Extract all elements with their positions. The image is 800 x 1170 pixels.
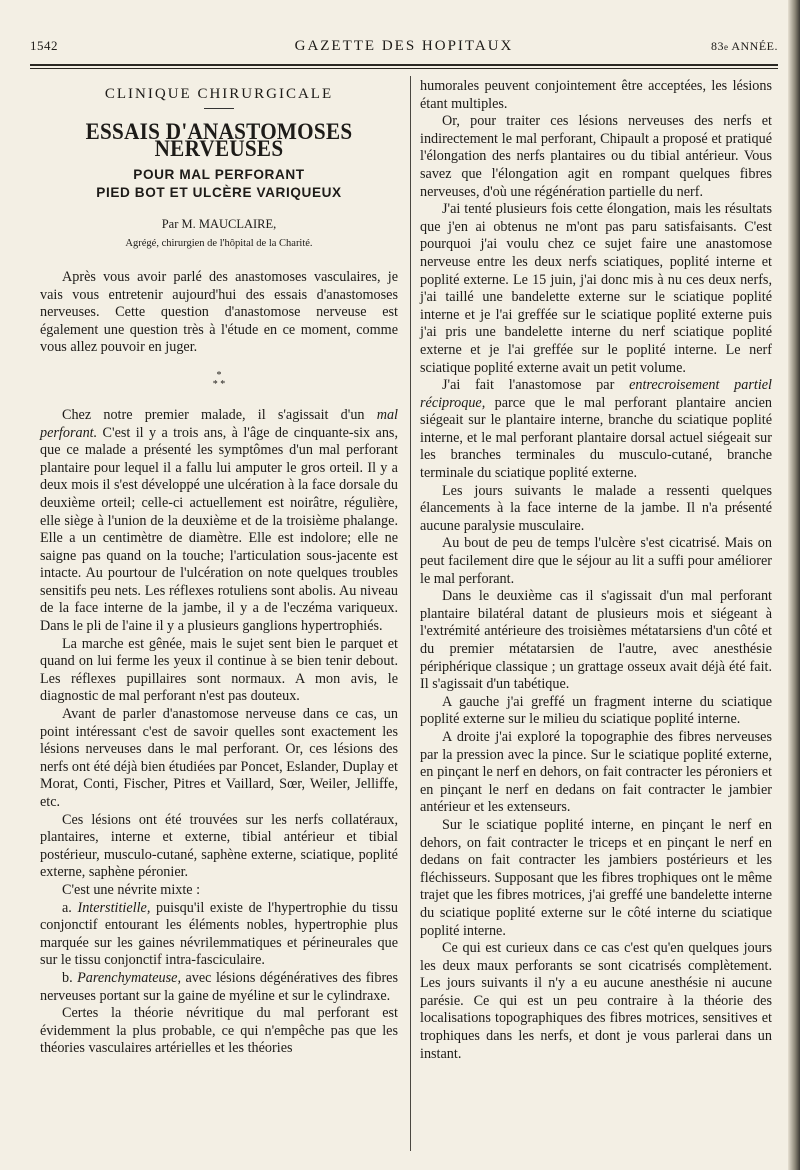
subtitle-line-1: POUR MAL PERFORANT bbox=[133, 166, 305, 182]
subtitle-line-2: PIED BOT ET ULCÈRE VARIQUEUX bbox=[96, 184, 342, 200]
p7-emphasis: Parenchymateuse, bbox=[77, 969, 181, 986]
paragraph-gait: La marche est gênée, mais le sujet sent bien le parquet et quand on lui ferme les yeux il continue à se bien tenir debout. Les réflexes pupillaires sont normaux. A mon avis, le diagnostic de mal perforant n'est pas douteux. bbox=[40, 635, 398, 705]
r4-emphasis: entrecroisement partiel réciproque, bbox=[420, 377, 772, 411]
paragraph-left-side: A gauche j'ai greffé un fragment interne du sciatique poplité externe sur le milieu du sciatique poplité interne. bbox=[420, 693, 772, 728]
paragraph-followup: Les jours suivants le malade a ressenti quelques élancements à la face interne de la jambe. Il n'a présenté aucune paralysie musculaire. bbox=[420, 482, 772, 534]
paragraph-anastomosis: J'ai tenté plusieurs fois cette élongation, mais les résultats que j'en ai obtenus ne m'ont pas paru satisfaisants. C'est pourquoi j'ai voulu chez ce sujet faire une anastomose nerveuse entre les deux nerfs sciatiques, poplité interne et poplité externe. Le 15 juin, j'ai donc mis à nu ces deux nerfs, j'ai taillé une bandelette externe sur le sciatique poplité interne et je l'ai greffée sur le sciatique poplité externe puis j'ai pris une bandelette interne du nerf sciatique poplité externe et je l'ai greffée sur le poplité interne. Le nerf sciatique poplité externe avait un petit volume. bbox=[420, 201, 772, 376]
journal-title: GAZETTE DES HOPITAUX bbox=[294, 38, 514, 54]
running-head bbox=[30, 38, 778, 60]
paragraph-continued: humorales peuvent conjointement être acceptées, les lésions étant multiples. bbox=[420, 78, 772, 112]
header-rule-thin bbox=[30, 68, 778, 69]
p1-before: Chez notre premier malade, il s'agissait d'un bbox=[62, 406, 377, 423]
asterism bbox=[40, 371, 398, 389]
author-affiliation: Agrégé, chirurgien de l'hôpital de la Charité. bbox=[125, 238, 313, 250]
p1-emphasis: mal perforant. bbox=[40, 406, 398, 441]
paragraph-case-1 bbox=[40, 407, 398, 636]
left-column bbox=[40, 80, 398, 1058]
paragraph-conclusion: Ce qui est curieux dans ce cas c'est qu'en quelques jours les deux maux perforants se sont cicatrisés complètement. Les jours suivants il n'y a eu aucune anesthésie ni aucune parésie. Ce qui est un peu contraire à la théorie des localisations topographiques des fibres motrices, sensitives et trophiques dans les nerfs, et dont je vous parlerai dans un instant. bbox=[420, 940, 772, 1062]
p6-lead: a. bbox=[62, 899, 78, 916]
paragraph-healing: Au bout de peu de temps l'ulcère s'est cicatrisé. Mais on peut facilement dire que le séjour au lit a suffi pour améliorer le mal perforant. bbox=[420, 535, 772, 587]
column-divider bbox=[410, 76, 411, 1151]
paragraph-internal-nerve: Sur le sciatique poplité interne, en pinçant le nerf en dehors, on fait contracter le triceps et en pinçant le nerf en dedans on fait contracter les jambiers postérieurs et les fléchisseurs. Supposant que les fibres trophiques ont le même trajet que les fibres motrices, j'ai greffé une bandelette interne du sciatique poplité externe sur le côté interne du sciatique poplité interne. bbox=[420, 816, 772, 939]
r4-after: parce que le mal perforant plantaire ancien siégeait sur le plantaire interne, branche du sciatique poplité interne, et le mal perforant plantaire dorsal actuel siégeait sur les branches terminales du musculo-cutané, branche terminale du sciatique poplité externe. bbox=[420, 394, 772, 482]
asterism-top: * bbox=[216, 369, 222, 381]
right-column bbox=[420, 78, 772, 1063]
paragraph-right-side: A droite j'ai exploré la topographie des fibres nerveuses par la pression avec la pince. Sur le sciatique poplité externe, en pinçant le nerf en dehors, on fait contracter les péroniers et en pinçant le nerf en dedans on fait contracter le jambier antérieur et les extenseurs. bbox=[420, 728, 772, 816]
p1-after: C'est il y a trois ans, à l'âge de cinquante-six ans, que ce malade a présenté les symptômes d'un mal perforant plantaire pour lequel il a fallu lui amputer le gros orteil. Il y a deux mois il s'est développé une ulcération à la face dorsale du deuxième orteil; celle-ci actuellement est noirâtre, régulière, elle siège à l'union de la deuxième et de la troisième phalange. Elle a un centimètre de diamètre. Elle est indolore; elle ne saigne pas quand on la touche; l'articulation sous-jacente est intacte. Au pourtour de l'ulcération on note quelques troubles sensitifs peu nets. Les réflexes rotuliens sont abolis. Au niveau de la face interne de la jambe, il y a de l'eczéma variqueux. Dans le pli de l'aine il y a plusieurs ganglions hypertrophiés. bbox=[40, 424, 398, 635]
p7-lead: b. bbox=[62, 969, 78, 986]
p6-emphasis: Interstitielle, bbox=[77, 899, 151, 916]
page-number: 1542 bbox=[30, 38, 58, 53]
paragraph-interstitial bbox=[40, 900, 398, 970]
p7-after: avec lésions dégénératives des fibres nerveuses portant sur la gaine de myéline et sur le cylindraxe. bbox=[40, 969, 398, 1004]
paragraph-parenchymal bbox=[40, 970, 398, 1005]
byline: Par M. MAUCLAIRE, bbox=[161, 216, 277, 231]
paragraph-elongation: Or, pour traiter ces lésions nerveuses des nerfs et indirectement le mal perforant, Chipault a proposé et pratiqué l'élongation des nerfs plantaires ou du tibial antérieur. Vous savez que l'élongation agit en rompant quelques fibres nerveuses, d'où une régénération partielle du nerf. bbox=[420, 113, 772, 200]
asterism-bottom: * * bbox=[212, 378, 226, 390]
header-rule bbox=[30, 64, 778, 66]
page-edge-shadow bbox=[788, 0, 800, 1170]
section-title: CLINIQUE CHIRURGICALE bbox=[104, 86, 334, 102]
section-rule bbox=[204, 108, 234, 109]
paragraph-crossing bbox=[420, 377, 772, 483]
paragraph-theory: Certes la théorie névritique du mal perforant est évidemment la plus probable, ce qui n'empêche pas que les théories vasculaires artérielles et les théories bbox=[40, 1005, 398, 1057]
p6-after: puisqu'il existe de l'hypertrophie du tissu conjonctif entourant les éléments nobles, hypertrophie plus marquée sur les gaines névrilemmatiques et périneurales que sur le tissu conjonctif intra-fasciculaire. bbox=[40, 899, 398, 969]
issue-year-word: ANNÉE. bbox=[731, 39, 778, 53]
article-title: ESSAIS D'ANASTOMOSES NERVEUSES bbox=[85, 118, 353, 162]
issue-year-suffix: e bbox=[723, 42, 729, 52]
issue-year-number: 83 bbox=[710, 39, 724, 53]
paragraph-neuritis: C'est une névrite mixte : bbox=[62, 881, 201, 898]
paragraph-lesions: Avant de parler d'anastomose nerveuse dans ce cas, un point intéressant c'est de savoir quelles sont exactement les lésions nerveuses dans le mal perforant. Or, ces lésions des nerfs ont été déjà bien étudiées par Poncet, Eslander, Duplay et Morat, Conti, Fischer, Pitres et Vaillard, Sœr, Weiler, Jelliffe, etc. bbox=[40, 706, 398, 810]
paragraph-case-2: Dans le deuxième cas il s'agissait d'un mal perforant plantaire bilatéral datant de plusieurs mois et siégeant à l'extrémité antérieure des troisièmes métatarsiens d'un côté et du premier métatarsien de l'autre, avec anesthésie périphérique classique ; un grattage osseux avait déjà été fait. Il s'agissait d'un tabétique. bbox=[420, 588, 772, 693]
r4-before: J'ai fait l'anastomose par bbox=[442, 377, 630, 394]
paragraph-nerves: Ces lésions ont été trouvées sur les nerfs collatéraux, plantaires, interne et externe, tibial antérieur et tibial postérieur, musculo-cutané, saphène externe, sciatique, poplité externe, saphène péronier. bbox=[40, 811, 398, 881]
paragraph-intro: Après vous avoir parlé des anastomoses vasculaires, je vais vous entretenir aujourd'hui des essais d'anastomoses nerveuses. Cette question d'anastomose nerveuse est également une question très à l'étude en ce moment, comme vous allez pouvoir en juger. bbox=[40, 268, 398, 356]
